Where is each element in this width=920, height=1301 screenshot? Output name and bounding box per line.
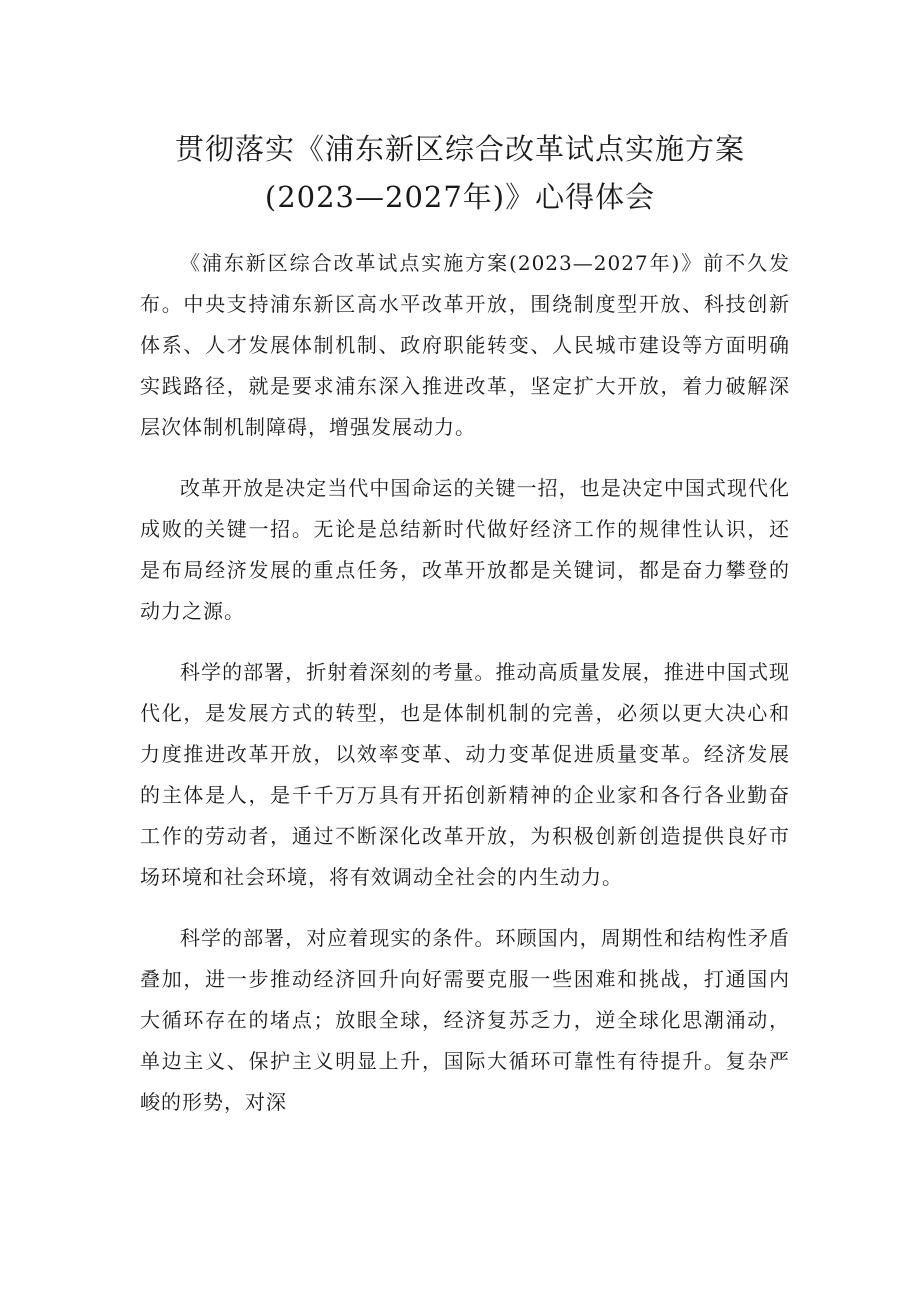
title-line-1: 贯彻落实《浦东新区综合改革试点实施方案 <box>174 132 745 166</box>
paragraph-1: 《浦东新区综合改革试点实施方案(2023—2027年)》前不久发布。中央支持浦东新区高水平改革开放，围绕制度型开放、科技创新体系、人才发展体制机制、政府职能转变、人民城市建设等方面明确实践路径，就是要求浦东深入推进改革，坚定扩大开放，着力破解深层次体制机制障碍，增强发展动力。 <box>140 251 790 439</box>
paragraph-3: 科学的部署，折射着深刻的考量。推动高质量发展，推进中国式现代化，是发展方式的转型，也是体制机制的完善，必须以更大决心和力度推进改革开放，以效率变革、动力变革促进质量变革。经济发展的主体是人，是千千万万具有开拓创新精神的企业家和各行各业勤奋工作的劳动者，通过不断深化改革开放，为积极创新创造提供良好市场环境和社会环境，将有效调动全社会的内生动力。 <box>140 660 790 889</box>
paragraph-4: 科学的部署，对应着现实的条件。环顾国内，周期性和结构性矛盾叠加，进一步推动经济回升向好需要克服一些困难和挑战，打通国内大循环存在的堵点；放眼全球，经济复苏乏力，逆全球化思潮涌动，单边主义、保护主义明显上升，国际大循环可靠性有待提升。复杂严峻的形势，对深 <box>140 926 790 1114</box>
document-body <box>140 243 790 1143</box>
title-line-2: (2023—2027年)》心得体会 <box>264 180 656 214</box>
paragraph-2: 改革开放是决定当代中国命运的关键一招，也是决定中国式现代化成败的关键一招。无论是总结新时代做好经济工作的规律性认识，还是布局经济发展的重点任务，改革开放都是关键词，都是奋力攀登的动力之源。 <box>140 476 790 623</box>
